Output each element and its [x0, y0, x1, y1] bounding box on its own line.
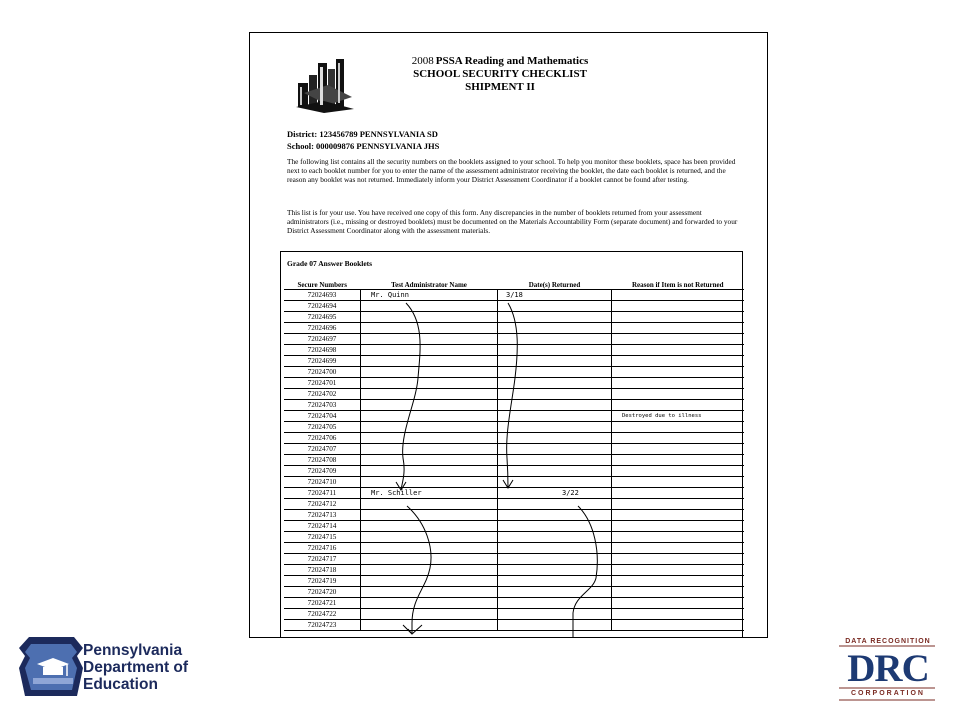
booklet-table — [284, 280, 744, 631]
secure-number-cell: 72024704 — [284, 411, 361, 422]
secure-number-cell: 72024699 — [284, 356, 361, 367]
date-returned-cell — [498, 400, 612, 411]
table-row — [284, 290, 744, 301]
reason-cell: Destroyed due to illness — [612, 411, 745, 422]
reason-cell — [612, 543, 745, 554]
secure-number-cell: 72024694 — [284, 301, 361, 312]
table-row — [284, 521, 744, 532]
secure-number-cell: 72024696 — [284, 323, 361, 334]
secure-number-cell: 72024697 — [284, 334, 361, 345]
admin-name-cell — [361, 499, 498, 510]
admin-name-cell — [361, 510, 498, 521]
date-returned-cell — [498, 587, 612, 598]
secure-number-cell: 72024716 — [284, 543, 361, 554]
books-clipart-icon — [294, 53, 356, 113]
date-returned-cell — [498, 532, 612, 543]
secure-number-cell: 72024698 — [284, 345, 361, 356]
admin-name-cell — [361, 345, 498, 356]
date-returned-cell — [498, 477, 612, 488]
table-row — [284, 345, 744, 356]
reason-cell — [612, 323, 745, 334]
admin-name-cell — [361, 356, 498, 367]
date-returned-cell: 3/18 — [498, 290, 612, 301]
secure-number-cell: 72024702 — [284, 389, 361, 400]
date-returned-cell — [498, 345, 612, 356]
admin-name-cell — [361, 609, 498, 620]
admin-name-cell — [361, 411, 498, 422]
column-header: Date(s) Returned — [498, 280, 612, 290]
column-header: Test Administrator Name — [361, 280, 498, 290]
table-row — [284, 367, 744, 378]
table-row — [284, 587, 744, 598]
reason-cell — [612, 510, 745, 521]
secure-number-cell: 72024710 — [284, 477, 361, 488]
table-row — [284, 620, 744, 631]
admin-name-cell — [361, 477, 498, 488]
reason-cell — [612, 598, 745, 609]
secure-number-cell: 72024708 — [284, 455, 361, 466]
secure-number-cell: 72024703 — [284, 400, 361, 411]
reason-cell — [612, 378, 745, 389]
table-row — [284, 444, 744, 455]
secure-number-cell: 72024700 — [284, 367, 361, 378]
date-returned-cell — [498, 433, 612, 444]
reason-cell — [612, 389, 745, 400]
date-returned-cell — [498, 389, 612, 400]
reason-cell — [612, 455, 745, 466]
admin-name-cell — [361, 521, 498, 532]
date-returned-cell: 3/22 — [498, 488, 612, 499]
table-row — [284, 323, 744, 334]
table-row — [284, 598, 744, 609]
reason-cell — [612, 466, 745, 477]
table-row — [284, 510, 744, 521]
admin-name-cell — [361, 576, 498, 587]
date-returned-cell — [498, 422, 612, 433]
document-title — [370, 55, 630, 94]
secure-number-cell: 72024701 — [284, 378, 361, 389]
admin-name-cell — [361, 323, 498, 334]
secure-number-cell: 72024709 — [284, 466, 361, 477]
admin-name-cell — [361, 422, 498, 433]
date-returned-cell — [498, 543, 612, 554]
admin-name-cell — [361, 378, 498, 389]
date-returned-cell — [498, 499, 612, 510]
admin-name-cell — [361, 598, 498, 609]
pde-line-1: Pennsylvania — [83, 642, 183, 659]
date-returned-cell — [498, 455, 612, 466]
security-checklist-document — [249, 32, 768, 638]
date-returned-cell — [498, 323, 612, 334]
reason-cell — [612, 301, 745, 312]
date-returned-cell — [498, 444, 612, 455]
table-row — [284, 411, 744, 422]
admin-name-cell — [361, 400, 498, 411]
date-returned-cell — [498, 554, 612, 565]
admin-name-cell — [361, 312, 498, 323]
date-returned-cell — [498, 367, 612, 378]
table-row — [284, 554, 744, 565]
table-row — [284, 433, 744, 444]
reason-cell — [612, 499, 745, 510]
date-returned-cell — [498, 334, 612, 345]
reason-cell — [612, 444, 745, 455]
date-returned-cell — [498, 312, 612, 323]
secure-number-cell: 72024721 — [284, 598, 361, 609]
secure-number-cell: 72024705 — [284, 422, 361, 433]
table-row — [284, 356, 744, 367]
admin-name-cell — [361, 466, 498, 477]
admin-name-cell — [361, 334, 498, 345]
secure-number-cell: 72024711 — [284, 488, 361, 499]
reason-cell — [612, 400, 745, 411]
admin-name-cell: Mr. Schiller — [361, 488, 498, 499]
table-row — [284, 565, 744, 576]
reason-cell — [612, 290, 745, 301]
date-returned-cell — [498, 609, 612, 620]
drc-bottom-text: CORPORATION — [851, 690, 925, 697]
table-row — [284, 543, 744, 554]
reason-cell — [612, 554, 745, 565]
admin-name-cell — [361, 433, 498, 444]
secure-number-cell: 72024713 — [284, 510, 361, 521]
secure-number-cell: 72024719 — [284, 576, 361, 587]
admin-name-cell — [361, 554, 498, 565]
date-returned-cell — [498, 466, 612, 477]
reason-cell — [612, 312, 745, 323]
reason-cell — [612, 356, 745, 367]
district-line: District: 123456789 PENNSYLVANIA SD — [287, 129, 438, 139]
table-row — [284, 389, 744, 400]
instructions-paragraph-2: This list is for your use. You have received one copy of this form. Any discrepancies in the number of booklets returned from your assessment administrators (i.e., missing or destroyed booklets) must be documented on the Materials Accountability Form (separate document) and forwarded to your District Assessment Coordinator along with the assessment materials. — [287, 208, 738, 236]
pde-wordmark — [83, 642, 188, 693]
grid-title: Grade 07 Answer Booklets — [287, 259, 373, 268]
table-row — [284, 455, 744, 466]
secure-number-cell: 72024723 — [284, 620, 361, 631]
table-row — [284, 609, 744, 620]
admin-name-cell — [361, 389, 498, 400]
table-row — [284, 400, 744, 411]
admin-name-cell — [361, 532, 498, 543]
column-header: Secure Numbers — [284, 280, 361, 290]
reason-cell — [612, 587, 745, 598]
secure-number-cell: 72024693 — [284, 290, 361, 301]
reason-cell — [612, 620, 745, 631]
school-line: School: 000009876 PENNSYLVANIA JHS — [287, 141, 440, 151]
reason-cell — [612, 565, 745, 576]
reason-cell — [612, 532, 745, 543]
date-returned-cell — [498, 521, 612, 532]
admin-name-cell: Mr. Quinn — [361, 290, 498, 301]
table-row — [284, 576, 744, 587]
secure-number-cell: 72024714 — [284, 521, 361, 532]
reason-cell — [612, 521, 745, 532]
reason-cell — [612, 367, 745, 378]
admin-name-cell — [361, 455, 498, 466]
table-row — [284, 422, 744, 433]
answer-booklet-grid — [280, 251, 743, 638]
reason-cell — [612, 345, 745, 356]
secure-number-cell: 72024718 — [284, 565, 361, 576]
date-returned-cell — [498, 510, 612, 521]
pde-line-2: Department of — [83, 659, 189, 676]
instructions-paragraph-1: The following list contains all the security numbers on the booklets assigned to your school. To help you monitor these booklets, space has been provided next to each booklet number for you to enter the name of the assessment administrator receiving the booklet, the date each booklet is returned, and the reason any booklet was not returned. Immediately inform your District Assessment Coordinator if a booklet cannot be found after testing. — [287, 157, 736, 185]
date-returned-cell — [498, 378, 612, 389]
admin-name-cell — [361, 587, 498, 598]
date-returned-cell — [498, 356, 612, 367]
title-year: 2008 — [411, 55, 434, 67]
table-row — [284, 499, 744, 510]
drc-top-text: DATA RECOGNITION — [845, 638, 931, 645]
secure-number-cell: 72024706 — [284, 433, 361, 444]
reason-cell — [612, 488, 745, 499]
date-returned-cell — [498, 576, 612, 587]
column-header: Reason if Item is not Returned — [612, 280, 745, 290]
admin-name-cell — [361, 444, 498, 455]
table-row — [284, 488, 744, 499]
admin-name-cell — [361, 301, 498, 312]
date-returned-cell — [498, 565, 612, 576]
table-row — [284, 532, 744, 543]
title-line-3: SHIPMENT II — [465, 81, 535, 93]
reason-cell — [612, 576, 745, 587]
table-row — [284, 334, 744, 345]
admin-name-cell — [361, 565, 498, 576]
drc-main-text: DRC — [847, 647, 929, 690]
table-row — [284, 477, 744, 488]
table-row — [284, 312, 744, 323]
secure-number-cell: 72024720 — [284, 587, 361, 598]
date-returned-cell — [498, 598, 612, 609]
table-row — [284, 466, 744, 477]
admin-name-cell — [361, 620, 498, 631]
date-returned-cell — [498, 411, 612, 422]
table-row — [284, 301, 744, 312]
table-row — [284, 378, 744, 389]
reason-cell — [612, 477, 745, 488]
reason-cell — [612, 433, 745, 444]
secure-number-cell: 72024712 — [284, 499, 361, 510]
secure-number-cell: 72024722 — [284, 609, 361, 620]
pde-line-3: Education — [83, 676, 158, 693]
title-line-2: SCHOOL SECURITY CHECKLIST — [413, 68, 587, 80]
secure-number-cell: 72024707 — [284, 444, 361, 455]
reason-cell — [612, 422, 745, 433]
table-header-row — [284, 280, 744, 290]
reason-cell — [612, 334, 745, 345]
title-line-1: PSSA Reading and Mathematics — [435, 55, 589, 67]
admin-name-cell — [361, 367, 498, 378]
date-returned-cell — [498, 620, 612, 631]
secure-number-cell: 72024695 — [284, 312, 361, 323]
secure-number-cell: 72024715 — [284, 532, 361, 543]
date-returned-cell — [498, 301, 612, 312]
admin-name-cell — [361, 543, 498, 554]
reason-cell — [612, 609, 745, 620]
secure-number-cell: 72024717 — [284, 554, 361, 565]
